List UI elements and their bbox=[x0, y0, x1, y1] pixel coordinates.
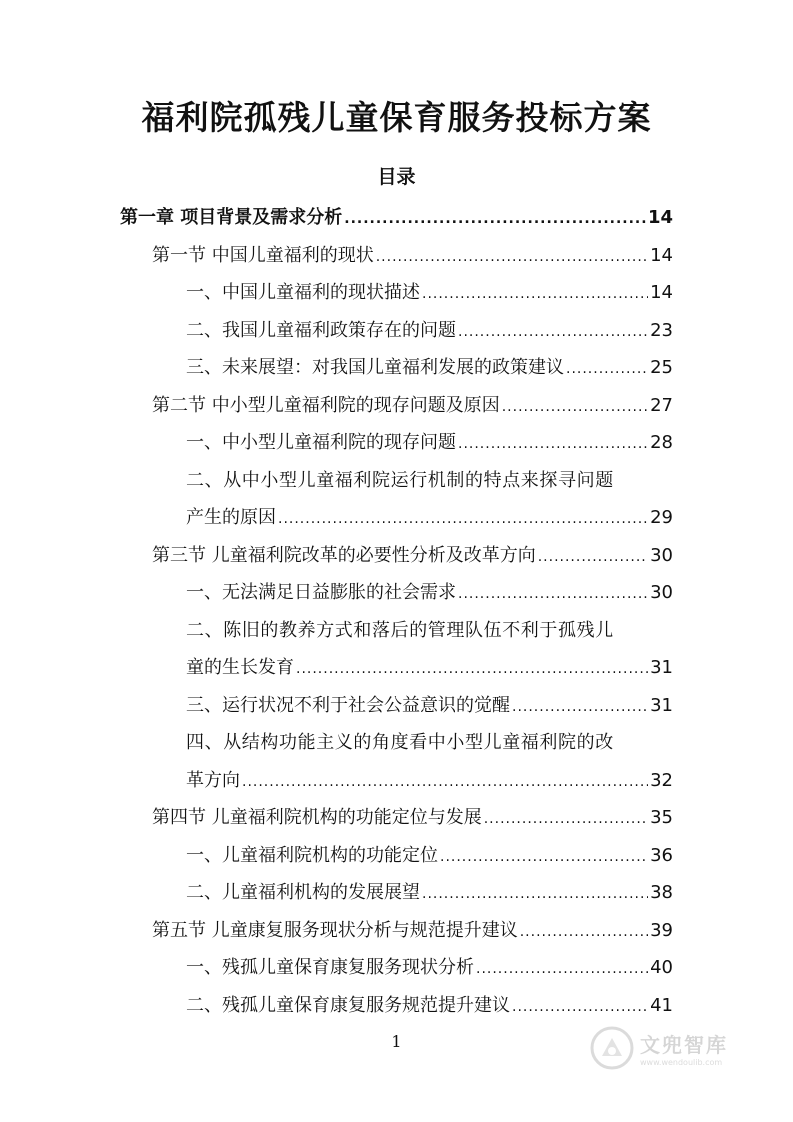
dot-leader bbox=[502, 389, 648, 427]
toc-entry[interactable] bbox=[186, 687, 673, 725]
watermark-name: 文兜智库 bbox=[640, 1033, 728, 1057]
table-of-contents bbox=[0, 199, 793, 1024]
dot-leader bbox=[422, 876, 648, 914]
toc-entry[interactable] bbox=[186, 837, 673, 875]
page-number: 1 bbox=[391, 1032, 402, 1051]
toc-page-number: 27 bbox=[650, 394, 673, 416]
dot-leader bbox=[458, 576, 648, 614]
document-title: 福利院孤残儿童保育服务投标方案 bbox=[141, 98, 652, 137]
toc-entry[interactable] bbox=[152, 237, 673, 275]
toc-entry[interactable] bbox=[186, 874, 673, 912]
toc-page-number: 39 bbox=[650, 919, 673, 941]
toc-entry-text: 一、无法满足日益膨胀的社会需求 bbox=[186, 582, 456, 603]
toc-entry-text: 二、儿童福利机构的发展展望 bbox=[186, 882, 420, 903]
toc-entry[interactable] bbox=[186, 724, 673, 799]
toc-page-number: 41 bbox=[650, 994, 673, 1016]
toc-entry[interactable] bbox=[152, 537, 673, 575]
dot-leader bbox=[242, 764, 648, 802]
dot-leader bbox=[278, 501, 648, 539]
toc-page-number: 38 bbox=[650, 882, 673, 903]
toc-entry-text: 二、我国儿童福利政策存在的问题 bbox=[186, 319, 456, 341]
dot-leader bbox=[476, 951, 648, 989]
toc-entry-text-continued: 革方向 bbox=[186, 769, 240, 791]
dot-leader bbox=[344, 201, 646, 239]
dot-leader bbox=[458, 314, 648, 352]
toc-entry-text: 第五节 儿童康复服务现状分析与规范提升建议 bbox=[152, 919, 518, 941]
dot-leader bbox=[376, 239, 648, 277]
toc-entry-text: 第二节 中小型儿童福利院的现存问题及原因 bbox=[152, 394, 500, 416]
toc-entry[interactable] bbox=[152, 912, 673, 950]
toc-entry-text-continued: 产生的原因 bbox=[186, 507, 276, 528]
dot-leader bbox=[484, 801, 648, 839]
toc-page-number: 36 bbox=[650, 844, 673, 866]
toc-entry-text: 一、残孤儿童保育康复服务现状分析 bbox=[186, 957, 474, 978]
toc-entry[interactable] bbox=[186, 987, 673, 1025]
dot-leader bbox=[458, 426, 648, 464]
toc-page-number: 40 bbox=[650, 957, 673, 978]
toc-entry[interactable] bbox=[186, 274, 673, 312]
toc-page-number: 29 bbox=[650, 507, 673, 528]
toc-page-number: 14 bbox=[650, 282, 673, 303]
watermark bbox=[590, 1020, 770, 1076]
toc-page-number: 30 bbox=[650, 544, 673, 566]
toc-entry-text: 二、残孤儿童保育康复服务规范提升建议 bbox=[186, 994, 510, 1016]
dot-leader bbox=[566, 351, 648, 389]
wendou-logo-icon bbox=[590, 1026, 634, 1070]
toc-page-number: 14 bbox=[647, 207, 673, 228]
toc-entry[interactable] bbox=[152, 799, 673, 837]
toc-page-number: 31 bbox=[650, 657, 673, 678]
toc-page-number: 25 bbox=[650, 357, 673, 378]
toc-page-number: 32 bbox=[650, 769, 673, 791]
toc-heading: 目录 bbox=[377, 166, 416, 188]
dot-leader bbox=[440, 839, 648, 877]
toc-entry-text: 四、从结构功能主义的角度看中小型儿童福利院的改 bbox=[186, 732, 614, 753]
toc-entry[interactable] bbox=[186, 312, 673, 350]
toc-entry-text: 第三节 儿童福利院改革的必要性分析及改革方向 bbox=[152, 544, 536, 566]
toc-entry-text: 一、中小型儿童福利院的现存问题 bbox=[186, 432, 456, 453]
dot-leader bbox=[538, 539, 648, 577]
dot-leader bbox=[512, 689, 648, 727]
toc-entry[interactable] bbox=[120, 199, 673, 237]
toc-entry-text: 一、儿童福利院机构的功能定位 bbox=[186, 844, 438, 866]
watermark-url: www.wendoulib.com bbox=[640, 1058, 723, 1067]
toc-page-number: 14 bbox=[650, 244, 673, 266]
toc-entry-text: 三、运行状况不利于社会公益意识的觉醒 bbox=[186, 694, 510, 716]
toc-entry[interactable] bbox=[186, 424, 673, 462]
toc-entry-text: 二、陈旧的教养方式和落后的管理队伍不利于孤残儿 bbox=[186, 619, 614, 641]
toc-entry-text: 三、未来展望：对我国儿童福利发展的政策建议 bbox=[186, 357, 564, 378]
toc-entry[interactable] bbox=[186, 574, 673, 612]
toc-entry-text: 二、从中小型儿童福利院运行机制的特点来探寻问题 bbox=[186, 469, 614, 491]
toc-entry-text: 第一节 中国儿童福利的现状 bbox=[152, 244, 374, 266]
toc-entry[interactable] bbox=[186, 949, 673, 987]
toc-entry-text: 第四节 儿童福利院机构的功能定位与发展 bbox=[152, 807, 482, 828]
toc-entry[interactable] bbox=[186, 462, 673, 537]
toc-entry-text-continued: 童的生长发育 bbox=[186, 657, 294, 678]
toc-entry[interactable] bbox=[186, 612, 673, 687]
toc-page-number: 31 bbox=[650, 694, 673, 716]
toc-entry-text: 一、中国儿童福利的现状描述 bbox=[186, 282, 420, 303]
toc-page-number: 30 bbox=[650, 582, 673, 603]
toc-entry-text: 第一章 项目背景及需求分析 bbox=[120, 207, 343, 228]
toc-page-number: 23 bbox=[650, 319, 673, 341]
toc-page-number: 28 bbox=[650, 432, 673, 453]
toc-page-number: 35 bbox=[650, 807, 673, 828]
toc-entry[interactable] bbox=[186, 349, 673, 387]
toc-entry[interactable] bbox=[152, 387, 673, 425]
dot-leader bbox=[422, 276, 648, 314]
dot-leader bbox=[296, 651, 648, 689]
dot-leader bbox=[520, 914, 648, 952]
